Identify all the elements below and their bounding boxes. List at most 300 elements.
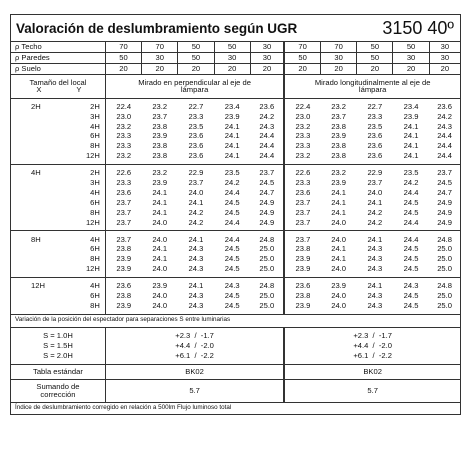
ugr-value: 23.7 <box>331 111 347 121</box>
reflectance-row <box>11 52 460 63</box>
ugr-value: 24.0 <box>367 187 383 197</box>
variation-row <box>11 351 460 365</box>
ugr-value: 23.7 <box>367 178 383 188</box>
ugr-value: 23.7 <box>105 198 141 208</box>
reflectance-value: 30 <box>429 52 460 63</box>
reflectance-value: 20 <box>393 63 429 74</box>
reflectance-value: 70 <box>284 42 320 52</box>
table-row <box>11 254 460 264</box>
ugr-value: 23.9 <box>105 301 141 314</box>
table-row <box>11 244 460 254</box>
ugr-value: 23.8 <box>284 244 320 254</box>
ugr-value: 22.4 <box>105 98 141 111</box>
ugr-value: 24.9 <box>429 217 460 230</box>
ugr-value: 23.6 <box>188 131 204 141</box>
footnote: Índice de deslumbramiento corregido en relación a 500lm Flujo luminoso total <box>15 403 232 411</box>
room-x-value <box>11 131 77 141</box>
ugr-value: 23.2 <box>152 168 168 178</box>
reflectance-label: ρ Techo <box>11 42 105 52</box>
variation-row <box>11 327 460 341</box>
ugr-value: 24.1 <box>331 187 347 197</box>
ugr-value: 24.3 <box>188 290 204 300</box>
ugr-value: 23.7 <box>284 198 320 208</box>
reflectance-value: 20 <box>142 63 178 74</box>
ugr-value: 24.5 <box>393 301 429 314</box>
ugr-value: 24.1 <box>224 121 240 131</box>
ugr-table-card <box>10 14 461 415</box>
ugr-value: 24.4 <box>403 187 419 197</box>
table-row <box>11 188 460 198</box>
ugr-value: 24.3 <box>178 301 214 314</box>
variation-perp: +4.4 / -2.0 <box>105 341 284 351</box>
ugr-value: 23.7 <box>188 178 204 188</box>
ugr-value: 23.9 <box>152 281 168 291</box>
room-x-value <box>11 244 77 254</box>
room-x-value: 4H <box>31 168 41 178</box>
reflectance-value: 70 <box>321 42 357 52</box>
ugr-value: 23.5 <box>188 121 204 131</box>
reflectance-value: 50 <box>105 52 141 63</box>
room-x-value <box>11 208 77 218</box>
ugr-value: 24.0 <box>188 187 204 197</box>
ugr-value: 24.1 <box>403 141 419 151</box>
ugr-value: 23.6 <box>437 101 452 111</box>
room-y-value: 12H <box>77 217 106 230</box>
ugr-value: 23.7 <box>105 208 141 218</box>
ugr-value: 23.7 <box>105 217 141 230</box>
ugr-value: 24.3 <box>259 121 275 131</box>
variation-perp: +2.3 / -1.7 <box>105 327 284 341</box>
x-label: X <box>36 85 42 95</box>
ugr-value: 24.1 <box>188 281 204 291</box>
ugr-value: 23.9 <box>152 178 168 188</box>
ugr-value: 23.3 <box>105 131 141 141</box>
ugr-value: 24.4 <box>403 234 419 244</box>
ugr-value: 23.2 <box>284 121 320 131</box>
ugr-value: 25.0 <box>429 264 460 277</box>
ugr-value: 23.7 <box>152 111 168 121</box>
ugr-value: 23.6 <box>367 141 383 151</box>
ugr-value: 23.3 <box>367 111 383 121</box>
ugr-value: 23.9 <box>105 264 141 277</box>
ugr-value: 24.1 <box>152 254 168 264</box>
room-y-value: 2H <box>90 168 100 178</box>
reflectance-value: 30 <box>250 52 284 63</box>
ugr-value: 23.5 <box>224 168 240 178</box>
ugr-value: 24.5 <box>224 197 240 207</box>
ugr-value: 24.5 <box>403 197 419 207</box>
ugr-value: 24.4 <box>214 217 250 230</box>
ugr-value: 23.9 <box>152 131 168 141</box>
ugr-value: 22.4 <box>284 98 320 111</box>
ugr-value: 22.7 <box>188 101 204 111</box>
ugr-value: 23.9 <box>284 301 320 314</box>
room-y-value: 8H <box>90 207 100 217</box>
room-y-value: 8H <box>77 301 106 314</box>
ugr-value: 25.0 <box>259 254 275 264</box>
ugr-value: 24.9 <box>259 207 275 217</box>
reflectance-value: 20 <box>178 63 214 74</box>
ugr-value: 24.1 <box>214 151 250 164</box>
ugr-value: 24.3 <box>367 254 383 264</box>
reflectance-value: 30 <box>214 52 250 63</box>
ugr-value: 22.9 <box>188 168 204 178</box>
table-row <box>11 112 460 122</box>
room-x-value <box>11 264 77 277</box>
ugr-value: 24.9 <box>437 207 452 217</box>
ugr-value: 23.8 <box>331 141 347 151</box>
ugr-value: 23.9 <box>331 131 347 141</box>
longitudinal-header: Mirado longitudinalmente al eje de lámpara <box>284 74 460 98</box>
table-row <box>11 291 460 301</box>
ugr-value: 23.7 <box>284 208 320 218</box>
ugr-value: 24.8 <box>259 281 275 291</box>
ugr-value: 23.7 <box>105 231 141 244</box>
ugr-value: 25.0 <box>437 244 452 254</box>
table-row <box>11 151 460 164</box>
reflectance-value: 20 <box>105 63 141 74</box>
ugr-value: 24.3 <box>357 264 393 277</box>
ugr-value: 24.3 <box>403 281 419 291</box>
ugr-value: 24.8 <box>437 281 452 291</box>
ugr-value: 24.0 <box>142 217 178 230</box>
room-x-value <box>11 112 77 122</box>
ugr-value: 23.2 <box>331 101 347 111</box>
table-row <box>11 165 460 178</box>
ugr-value: 24.5 <box>214 264 250 277</box>
ugr-value: 25.0 <box>259 244 275 254</box>
ugr-value: 24.2 <box>437 111 452 121</box>
reflectance-value: 20 <box>429 63 460 74</box>
ugr-value: 23.6 <box>284 188 320 198</box>
ugr-value: 23.7 <box>259 168 275 178</box>
ugr-value: 23.2 <box>105 121 141 131</box>
ugr-value: 24.4 <box>437 141 452 151</box>
reflectance-value: 30 <box>250 42 284 52</box>
ugr-value: 24.2 <box>188 207 204 217</box>
correction-label: Sumando de corrección <box>11 379 105 402</box>
room-x-value <box>11 151 77 164</box>
ugr-value: 24.5 <box>403 207 419 217</box>
ugr-value: 24.5 <box>214 301 250 314</box>
ugr-value: 24.8 <box>437 234 452 244</box>
variation-perp: +6.1 / -2.2 <box>105 351 284 365</box>
ugr-value: 24.1 <box>152 207 168 217</box>
ugr-value: 23.2 <box>105 151 141 164</box>
ugr-value: 24.3 <box>367 290 383 300</box>
room-size-label: Tamaño del local <box>29 77 87 87</box>
reflectance-value: 50 <box>357 52 393 63</box>
room-x-value <box>11 217 77 230</box>
table-row <box>11 217 460 230</box>
ugr-value: 24.2 <box>224 178 240 188</box>
standard-table-row <box>11 364 460 379</box>
ugr-value: 24.2 <box>357 217 393 230</box>
room-x-value <box>11 188 77 198</box>
ugr-value: 24.0 <box>142 301 178 314</box>
room-y-value: 3H <box>90 111 100 121</box>
reflectance-value: 20 <box>284 63 320 74</box>
ugr-value: 24.8 <box>259 234 275 244</box>
ugr-value: 23.3 <box>284 131 320 141</box>
correction-long: 5.7 <box>284 379 460 402</box>
reflectance-value: 20 <box>321 63 357 74</box>
product-code: 3150 40º <box>382 17 454 38</box>
ugr-value: 24.1 <box>152 244 168 254</box>
ugr-value: 23.6 <box>178 151 214 164</box>
table-row <box>11 178 460 188</box>
ugr-value: 24.2 <box>403 178 419 188</box>
ugr-value: 24.1 <box>188 197 204 207</box>
ugr-value: 23.3 <box>105 178 141 188</box>
ugr-value: 24.0 <box>321 301 357 314</box>
reflectance-value: 50 <box>178 52 214 63</box>
ugr-value: 25.0 <box>259 290 275 300</box>
reflectance-value: 30 <box>393 52 429 63</box>
ugr-value: 23.6 <box>105 277 141 290</box>
ugr-value: 23.7 <box>284 217 320 230</box>
reflectance-value: 50 <box>178 42 214 52</box>
ugr-value: 24.7 <box>437 187 452 197</box>
ugr-value: 23.8 <box>105 291 141 301</box>
reflectance-value: 20 <box>357 63 393 74</box>
ugr-value: 24.0 <box>142 264 178 277</box>
ugr-value: 22.6 <box>105 165 141 178</box>
variation-long: +2.3 / -1.7 <box>284 327 460 341</box>
table-row <box>11 131 460 141</box>
room-x-value <box>11 291 77 301</box>
ugr-value: 23.8 <box>331 121 347 131</box>
room-y-value: 3H <box>90 178 100 188</box>
spacing-label: S = 1.5H <box>43 340 73 350</box>
correction-perp: 5.7 <box>105 379 284 402</box>
ugr-value: 23.6 <box>259 101 275 111</box>
room-y-value: 2H <box>90 101 100 111</box>
ugr-value: 24.5 <box>437 178 452 188</box>
ugr-value: 23.5 <box>403 168 419 178</box>
spacing-label: S = 2.0H <box>11 351 105 365</box>
ugr-value: 24.5 <box>224 207 240 217</box>
ugr-value: 24.1 <box>331 197 347 207</box>
ugr-value: 23.9 <box>224 111 240 121</box>
ugr-value: 24.5 <box>224 244 240 254</box>
variation-row <box>11 341 460 351</box>
ugr-value: 24.2 <box>367 207 383 217</box>
title-bar <box>11 15 460 42</box>
reflectance-label: ρ Suelo <box>11 63 105 74</box>
table-row <box>11 277 460 290</box>
ugr-value: 22.9 <box>367 168 383 178</box>
standard-table-label: Tabla estándar <box>11 364 105 379</box>
ugr-value: 24.1 <box>331 254 347 264</box>
ugr-value: 23.8 <box>284 291 320 301</box>
room-y-value: 8H <box>90 141 100 151</box>
reflectance-value: 20 <box>250 63 284 74</box>
room-y-value: 4H <box>90 187 100 197</box>
y-label: Y <box>76 85 82 95</box>
ugr-value: 24.7 <box>259 187 275 197</box>
room-x-value <box>11 141 77 151</box>
reflectance-value: 50 <box>284 52 320 63</box>
ugr-value: 23.9 <box>403 111 419 121</box>
table-row <box>11 141 460 151</box>
ugr-value: 24.0 <box>152 234 168 244</box>
table-row <box>11 98 460 111</box>
ugr-value: 24.5 <box>403 244 419 254</box>
ugr-value: 23.3 <box>284 178 320 188</box>
ugr-value: 24.5 <box>403 290 419 300</box>
correction-row <box>11 379 460 402</box>
ugr-value: 23.3 <box>284 141 320 151</box>
ugr-value: 24.1 <box>367 197 383 207</box>
reflectance-value: 30 <box>429 42 460 52</box>
standard-table-long: BK02 <box>284 364 460 379</box>
ugr-value: 22.6 <box>284 165 320 178</box>
ugr-value: 25.0 <box>437 290 452 300</box>
ugr-value: 23.2 <box>331 168 347 178</box>
variation-long: +4.4 / -2.0 <box>284 341 460 351</box>
ugr-value: 24.3 <box>188 254 204 264</box>
room-y-value: 12H <box>77 264 106 277</box>
ugr-value: 23.2 <box>284 151 320 164</box>
ugr-value: 24.3 <box>224 281 240 291</box>
ugr-value: 24.5 <box>224 290 240 300</box>
ugr-value: 23.6 <box>105 188 141 198</box>
ugr-value: 25.0 <box>429 301 460 314</box>
ugr-value: 24.1 <box>224 141 240 151</box>
reflectance-value: 50 <box>214 42 250 52</box>
table-title: Valoración de deslumbramiento según UGR <box>16 20 298 36</box>
ugr-value: 24.1 <box>188 234 204 244</box>
ugr-table <box>11 42 460 414</box>
table-row <box>11 264 460 277</box>
reflectance-value: 30 <box>142 52 178 63</box>
room-x-value: 12H <box>31 281 45 291</box>
reflectance-value: 50 <box>357 42 393 52</box>
perpendicular-header: Mirado en perpendicular al eje de lámpara <box>105 74 284 98</box>
room-x-value <box>11 198 77 208</box>
room-y-value: 6H <box>90 131 100 141</box>
ugr-value: 22.7 <box>367 101 383 111</box>
ugr-value: 24.4 <box>259 131 275 141</box>
ugr-value: 24.2 <box>178 217 214 230</box>
ugr-value: 23.3 <box>188 111 204 121</box>
ugr-value: 23.0 <box>105 112 141 122</box>
ugr-value: 24.1 <box>152 197 168 207</box>
ugr-value: 23.4 <box>403 101 419 111</box>
standard-table-perp: BK02 <box>105 364 284 379</box>
room-y-value: 4H <box>90 121 100 131</box>
ugr-value: 24.4 <box>224 234 240 244</box>
ugr-value: 24.9 <box>250 217 284 230</box>
ugr-value: 25.0 <box>250 264 284 277</box>
reflectance-value: 20 <box>214 63 250 74</box>
ugr-value: 24.3 <box>178 264 214 277</box>
ugr-value: 23.8 <box>321 151 357 164</box>
ugr-value: 23.0 <box>284 112 320 122</box>
variation-heading: Variación de la posición del espectador para separaciones S entre luminarias <box>11 314 460 327</box>
ugr-value: 24.5 <box>224 254 240 264</box>
ugr-value: 23.4 <box>224 101 240 111</box>
ugr-value: 23.9 <box>284 264 320 277</box>
ugr-value: 24.4 <box>224 187 240 197</box>
spacing-label: S = 1.0H <box>43 330 73 340</box>
ugr-value: 24.1 <box>331 207 347 217</box>
table-row <box>11 121 460 131</box>
table-row <box>11 231 460 244</box>
room-y-value: 6H <box>90 244 100 254</box>
ugr-value: 25.0 <box>250 301 284 314</box>
ugr-value: 23.6 <box>367 131 383 141</box>
ugr-value: 23.9 <box>331 178 347 188</box>
reflectance-row <box>11 63 460 74</box>
ugr-value: 24.1 <box>152 187 168 197</box>
reflectance-value: 70 <box>142 42 178 52</box>
ugr-value: 23.6 <box>188 141 204 151</box>
reflectance-value: 50 <box>393 42 429 52</box>
room-x-value <box>11 178 77 188</box>
table-row <box>11 198 460 208</box>
ugr-value: 24.1 <box>367 281 383 291</box>
room-x-value <box>11 121 77 131</box>
ugr-value: 24.5 <box>393 264 429 277</box>
ugr-value: 24.1 <box>367 234 383 244</box>
table-row <box>11 301 460 314</box>
ugr-value: 24.0 <box>321 264 357 277</box>
ugr-value: 24.4 <box>429 151 460 164</box>
ugr-value: 24.1 <box>403 121 419 131</box>
ugr-value: 23.5 <box>367 121 383 131</box>
ugr-value: 24.0 <box>321 217 357 230</box>
room-y-value: 8H <box>90 254 100 264</box>
ugr-value: 23.6 <box>284 277 320 290</box>
ugr-value: 23.9 <box>331 281 347 291</box>
ugr-value: 23.8 <box>152 121 168 131</box>
ugr-value: 24.0 <box>152 290 168 300</box>
ugr-value: 24.5 <box>259 178 275 188</box>
room-y-value: 4H <box>90 281 100 291</box>
room-x-value <box>11 301 77 314</box>
reflectance-value: 30 <box>321 52 357 63</box>
ugr-value: 24.0 <box>331 290 347 300</box>
ugr-value: 24.1 <box>331 244 347 254</box>
header-row <box>11 74 460 98</box>
ugr-value: 24.3 <box>188 244 204 254</box>
ugr-value: 24.4 <box>393 217 429 230</box>
ugr-value: 24.3 <box>357 301 393 314</box>
variation-long: +6.1 / -2.2 <box>284 351 460 365</box>
ugr-value: 24.4 <box>437 131 452 141</box>
ugr-value: 23.9 <box>105 254 141 264</box>
reflectance-label: ρ Paredes <box>11 52 105 63</box>
ugr-value: 24.3 <box>437 121 452 131</box>
ugr-value: 23.8 <box>105 244 141 254</box>
ugr-value: 24.2 <box>259 111 275 121</box>
ugr-value: 24.1 <box>393 151 429 164</box>
ugr-value: 24.4 <box>250 151 284 164</box>
ugr-value: 23.8 <box>142 151 178 164</box>
reflectance-value: 70 <box>105 42 141 52</box>
reflectance-row <box>11 42 460 52</box>
room-x-value: 8H <box>31 234 41 244</box>
ugr-value: 24.9 <box>437 197 452 207</box>
ugr-value: 24.9 <box>259 197 275 207</box>
ugr-value: 23.6 <box>357 151 393 164</box>
ugr-value: 24.5 <box>403 254 419 264</box>
room-x-value: 2H <box>31 101 41 111</box>
ugr-value: 24.1 <box>224 131 240 141</box>
ugr-value: 24.0 <box>331 234 347 244</box>
